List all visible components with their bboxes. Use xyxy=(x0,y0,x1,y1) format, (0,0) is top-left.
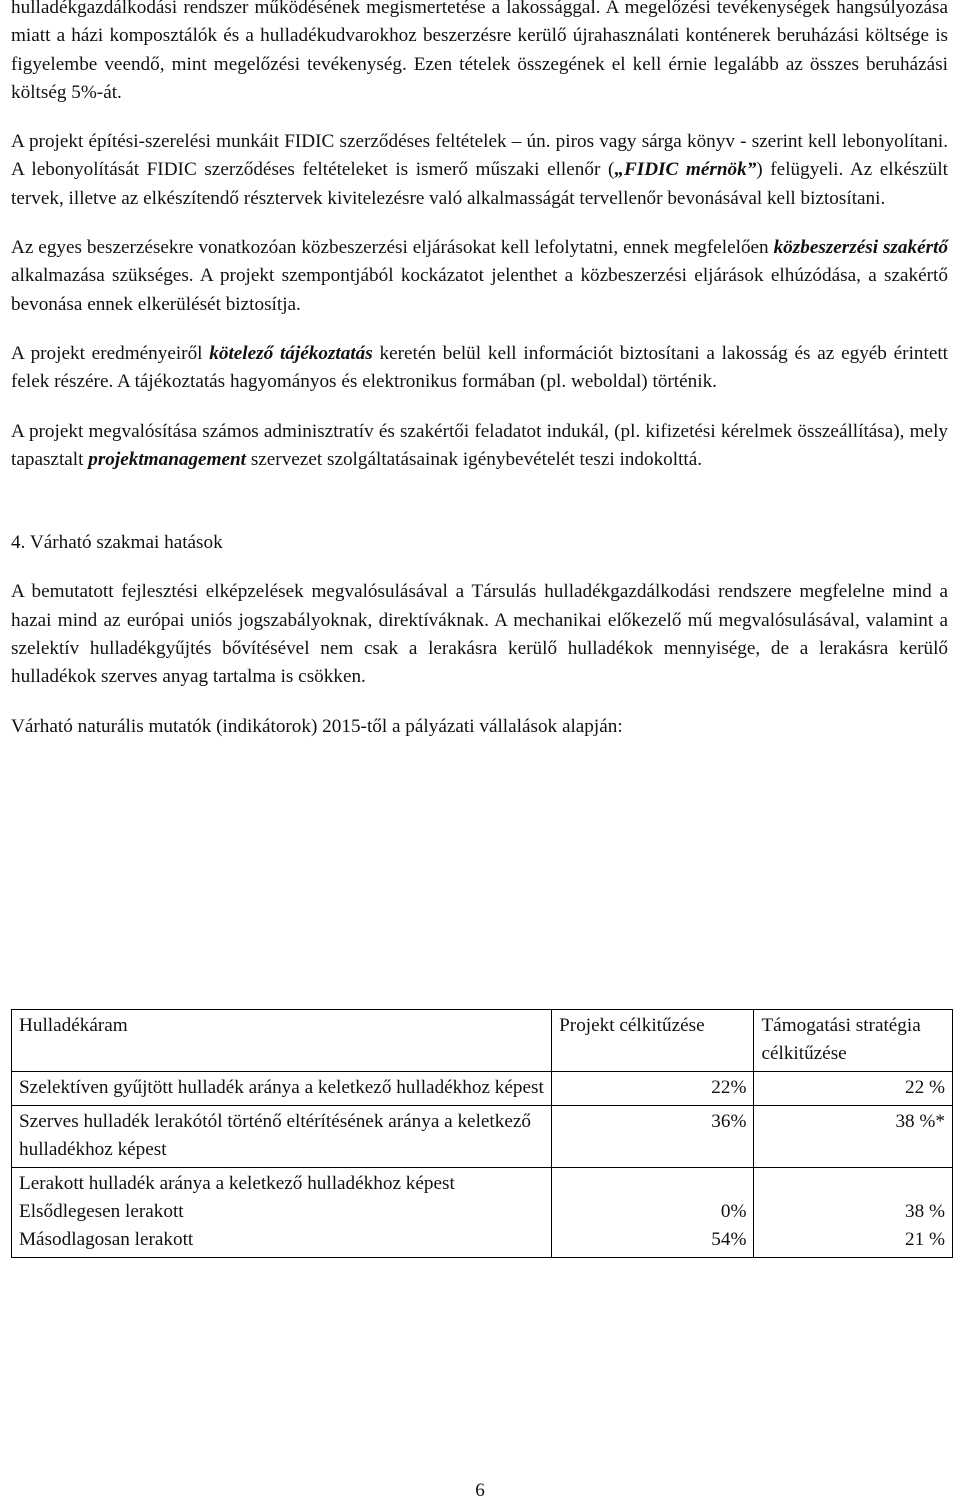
document-page xyxy=(11,0,948,741)
procurement-expert-emphasis: közbeszerzési szakértő xyxy=(773,237,948,259)
paragraph-information-text-a: A projekt eredményeiről xyxy=(11,342,210,364)
table-row xyxy=(12,1168,953,1258)
mandatory-information-emphasis: kötelező tájékoztatás xyxy=(209,342,373,364)
paragraph-management-text-b: szervezet szolgáltatásainak igénybevételét teszi indokolttá. xyxy=(246,448,703,470)
table-header-strategy-target: Támogatási stratégia célkitűzése xyxy=(754,1010,953,1072)
table-cell-strategy-secondary: 21 % xyxy=(905,1229,945,1250)
paragraph-indicators-intro: Várható naturális mutatók (indikátorok) 2015-től a pályázati vállalások alapján: xyxy=(11,715,623,737)
table-header-waste-stream: Hulladékáram xyxy=(12,1010,552,1072)
paragraph-procurement xyxy=(11,234,948,319)
fidic-engineer-emphasis: „FIDIC mérnök” xyxy=(614,159,757,181)
table-cell-label: Szelektíven gyűjtött hulladék aránya a keletkező hulladékhoz képest xyxy=(12,1072,552,1106)
paragraph-prevention: hulladékgazdálkodási rendszer működésének megismertetése a lakossággal. A megelőzési tevékenységek hangsúlyozása miatt a házi komposztálók és a hulladékudvarokhoz beszerzésre kerülő újrahasználati konténerek beruházási költsége is figyelembe veendő, mint megelőzési tevékenység. Ezen tételek összegének el kell érnie legalább az összes beruházási költség 5%-át. xyxy=(11,0,948,103)
page-number: 6 xyxy=(475,1480,485,1501)
table-cell-project: 22% xyxy=(552,1072,754,1106)
table-cell-label xyxy=(12,1168,552,1258)
table-cell-project-primary: 0% xyxy=(720,1201,747,1222)
paragraph-management xyxy=(11,418,948,475)
table-row xyxy=(12,1106,953,1168)
table-cell-strategy xyxy=(754,1168,953,1258)
table-cell-project: 36% xyxy=(552,1106,754,1168)
table-cell-project-secondary: 54% xyxy=(711,1229,747,1250)
table-cell-project xyxy=(552,1168,754,1258)
paragraph-fidic-text-a: A projekt építési-szerelési munkáit FIDIC szerződéses feltételek – ún. piros vagy sárga könyv - szerint kell lebonyolítani. A lebonyolítását FIDIC szerződéses feltételeket is ismerő műszaki ellenőr ( xyxy=(11,131,948,181)
table-cell-label: Szerves hulladék lerakótól történő eltérítésének aránya a keletkező hulladékhoz képest xyxy=(12,1106,552,1168)
paragraph-procurement-text-a: Az egyes beszerzésekre vonatkozóan közbeszerzési eljárásokat kell lefolytatni, ennek megfelelően xyxy=(11,237,774,259)
paragraph-fidic xyxy=(11,128,948,213)
table-cell-label-main: Lerakott hulladék aránya a keletkező hulladékhoz képest xyxy=(19,1173,455,1194)
table-row xyxy=(12,1072,953,1106)
paragraph-information-text-b: keretén belül kell információt biztosítani a lakosság és az egyéb érintett felek részére. A tájékoztatás hagyományos és elektronikus formában (pl. weboldal) történik. xyxy=(11,342,949,393)
paragraph-procurement-text-b: alkalmazása szükséges. A projekt szempontjából kockázatot jelenthet a közbeszerzési eljárások elhúzódása, a szakértő bevonása ennek elkerülését biztosítja. xyxy=(11,265,948,315)
table-header-project-target: Projekt célkitűzése xyxy=(552,1010,754,1072)
indicators-table xyxy=(11,1009,953,1258)
paragraph-management-text-a: A projekt megvalósítása számos adminisztratív és szakértői feladatot indukál, (pl. kifizetési kérelmek összeállítása), mely tapasztalt xyxy=(11,420,948,470)
paragraph-fidic-text-b: ) felügyeli. Az elkészült tervek, illetve az elkészítendő résztervek kivitelezésre való alkalmasságát tervellenőr bevonásával kell biztosítani. xyxy=(11,159,948,209)
table-cell-label-primary: Elsődlegesen lerakott xyxy=(19,1201,184,1222)
table-cell-label-secondary: Másodlagosan lerakott xyxy=(19,1229,194,1250)
paragraph-information xyxy=(11,340,948,397)
table-cell-strategy: 38 %* xyxy=(754,1106,953,1168)
section-heading: 4. Várható szakmai hatások xyxy=(11,532,223,554)
paragraph-impacts: A bemutatott fejlesztési elképzelések megvalósulásával a Társulás hulladékgazdálkodási rendszere megfelelne mind a hazai mind az európai uniós jogszabályoknak, direktíváknak. A mechanikai előkezelő mű megvalósulásával, valamint a szelektív hulladékgyűjtés bővítésével nem csak a lerakásra kerülő hulladékok mennyisége, de a lerakásra kerülő hulladékok szerves anyag tartalma is csökken. xyxy=(11,581,948,688)
table-header-row xyxy=(12,1010,953,1072)
table-cell-strategy: 22 % xyxy=(754,1072,953,1106)
project-management-emphasis: projektmanagement xyxy=(88,448,247,470)
table-cell-strategy-primary: 38 % xyxy=(905,1201,945,1222)
